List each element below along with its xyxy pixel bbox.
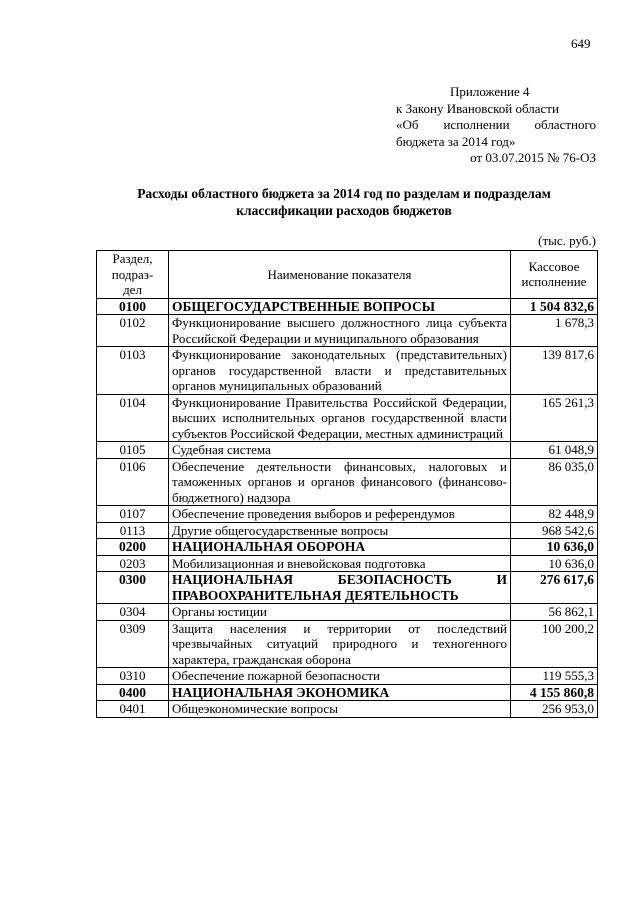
table-row: [97, 684, 598, 701]
row-code: 0400: [97, 684, 169, 701]
row-name: Функционирование законодательных (представительных) органов государственной власти и представительных органов муниципальных образований: [169, 347, 511, 395]
appendix-block: [396, 84, 596, 167]
row-code: 0309: [97, 620, 169, 668]
row-name: Органы юстиции: [169, 604, 511, 621]
table-row: [97, 572, 598, 604]
table-row: [97, 315, 598, 347]
table-row: [97, 701, 598, 718]
row-code: 0100: [97, 298, 169, 315]
table-row: [97, 668, 598, 685]
row-amount: 10 636,0: [511, 555, 598, 572]
row-amount: 1 504 832,6: [511, 298, 598, 315]
header-amount-line-2: исполнение: [521, 274, 587, 290]
row-amount: 139 817,6: [511, 347, 598, 395]
row-amount: 119 555,3: [511, 668, 598, 685]
row-name: Судебная система: [169, 442, 511, 459]
row-amount: 1 678,3: [511, 315, 598, 347]
row-name: Функционирование высшего должностного лица субъекта Российской Федерации и муниципального образования: [169, 315, 511, 347]
row-code: 0300: [97, 572, 169, 604]
title-line-1: Расходы областного бюджета за 2014 год по разделам и подразделам: [137, 186, 551, 201]
table-row: [97, 604, 598, 621]
row-name: Обеспечение проведения выборов и референдумов: [169, 506, 511, 523]
row-code: 0304: [97, 604, 169, 621]
row-amount: 165 261,3: [511, 394, 598, 442]
row-code: 0105: [97, 442, 169, 459]
document-title: [96, 185, 592, 219]
row-code: 0401: [97, 701, 169, 718]
row-code: 0104: [97, 394, 169, 442]
row-code: 0113: [97, 522, 169, 539]
row-amount: 256 953,0: [511, 701, 598, 718]
row-amount: 82 448,9: [511, 506, 598, 523]
row-amount: 276 617,6: [511, 572, 598, 604]
row-name: Защита населения и территории от последствий чрезвычайных ситуаций природного и техногенного характера, гражданская оборона: [169, 620, 511, 668]
row-name: ОБЩЕГОСУДАРСТВЕННЫЕ ВОПРОСЫ: [169, 298, 511, 315]
table-row: [97, 394, 598, 442]
title-line-2: классификации расходов бюджетов: [236, 203, 452, 218]
row-amount: 10 636,0: [511, 539, 598, 556]
row-name: НАЦИОНАЛЬНАЯ БЕЗОПАСНОСТЬ И ПРАВООХРАНИТЕЛЬНАЯ ДЕЯТЕЛЬНОСТЬ: [169, 572, 511, 604]
table-row: [97, 620, 598, 668]
row-code: 0203: [97, 555, 169, 572]
row-name: Другие общегосударственные вопросы: [169, 522, 511, 539]
row-amount: 86 035,0: [511, 458, 598, 506]
table-row: [97, 522, 598, 539]
row-code: 0107: [97, 506, 169, 523]
header-name: Наименование показателя: [169, 251, 511, 299]
expenditure-table: [96, 250, 598, 718]
units-label: (тыс. руб.): [538, 233, 596, 248]
appendix-line-4: бюджета за 2014 год»: [396, 133, 516, 149]
table-row: [97, 298, 598, 315]
table-header-row: [97, 251, 598, 299]
row-code: 0200: [97, 539, 169, 556]
row-name: НАЦИОНАЛЬНАЯ ЭКОНОМИКА: [169, 684, 511, 701]
row-name: Обеспечение деятельности финансовых, налоговых и таможенных органов и органов финансового (финансово-бюджетного) надзора: [169, 458, 511, 506]
row-code: 0103: [97, 347, 169, 395]
table-row: [97, 539, 598, 556]
row-name: Обеспечение пожарной безопасности: [169, 668, 511, 685]
appendix-line-5: от 03.07.2015 № 76-ОЗ: [470, 150, 596, 165]
appendix-line-1: Приложение 4: [450, 84, 530, 99]
page-number: 649: [571, 36, 591, 51]
table-row: [97, 347, 598, 395]
row-name: Функционирование Правительства Российской Федерации, высших исполнительных органов государственной власти субъектов Российской Федерации, местных администраций: [169, 394, 511, 442]
table-row: [97, 458, 598, 506]
row-code: 0106: [97, 458, 169, 506]
row-amount: 56 862,1: [511, 604, 598, 621]
header-code-line-1: Раздел,: [112, 251, 153, 266]
row-name: Общеэкономические вопросы: [169, 701, 511, 718]
row-amount: 968 542,6: [511, 522, 598, 539]
header-code-line-2: подраз-: [111, 266, 154, 282]
row-amount: 61 048,9: [511, 442, 598, 459]
table-row: [97, 506, 598, 523]
header-amount: [511, 251, 598, 299]
header-code-line-3: дел: [123, 282, 142, 297]
table-row: [97, 442, 598, 459]
row-name: НАЦИОНАЛЬНАЯ ОБОРОНА: [169, 539, 511, 556]
row-code: 0310: [97, 668, 169, 685]
row-code: 0102: [97, 315, 169, 347]
appendix-line-2: к Закону Ивановской области: [396, 100, 559, 116]
header-amount-line-1: Кассовое: [528, 258, 580, 274]
header-code: [97, 251, 169, 299]
table-row: [97, 555, 598, 572]
row-amount: 100 200,2: [511, 620, 598, 668]
appendix-line-3: «Об исполнении областного: [396, 117, 596, 132]
row-amount: 4 155 860,8: [511, 684, 598, 701]
row-name: Мобилизационная и вневойсковая подготовка: [169, 555, 511, 572]
